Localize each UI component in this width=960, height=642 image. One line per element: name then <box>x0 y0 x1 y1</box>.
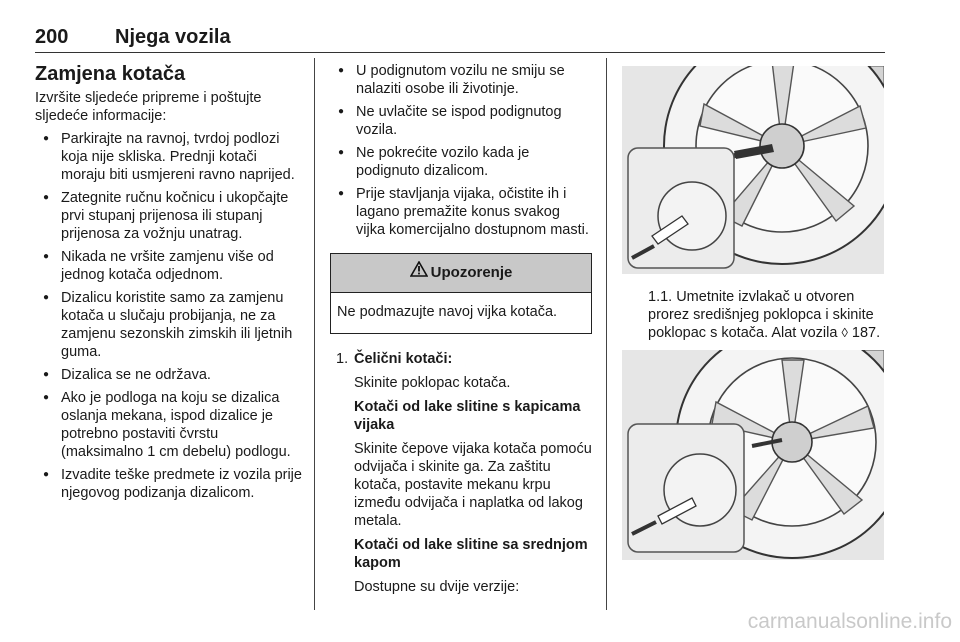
step-1 <box>330 350 592 596</box>
page-reference-icon: ◊ <box>841 325 848 340</box>
running-title: Njega vozila <box>115 26 231 48</box>
header-rule <box>35 52 885 53</box>
step-heading: Čelični kotači: <box>354 351 453 367</box>
list-item: ● Zategnite ručnu kočnicu i ukopčajte prvi stupanj prijenosa ili stupanj prijenosa za vožnju unatrag. <box>35 189 303 243</box>
column-divider-right <box>606 58 607 610</box>
column-2 <box>330 62 592 596</box>
column-3 <box>622 66 884 560</box>
list-item: ● Ne pokrećite vozilo kada je podignuto dizalicom. <box>330 144 592 180</box>
warning-box <box>330 253 592 334</box>
list-item: ● Dizalica se ne održava. <box>35 366 303 384</box>
warning-triangle-icon <box>410 254 428 292</box>
caption-page-ref: 187. <box>851 325 881 341</box>
caption-text: 1.1. Umetnite izvlakač u otvoren prorez središnjeg poklopca i skinite poklopac s kotača. Alat vozila <box>648 289 874 341</box>
step-text: Skinite čepove vijaka kotača pomoću odvijača i skinite ga. Za zaštitu kotača, postavite mekanu krpu između odvijača i naplatka od lakog metala. <box>354 441 592 529</box>
watermark: carmanualsonline.info <box>747 610 952 633</box>
wheel-cap-removal-illustration <box>622 66 884 274</box>
warning-title: Upozorenje <box>430 264 513 281</box>
list-item: ● Dizalicu koristite samo za zamjenu kotača u slučaju probijanja, ne za zamjenu sezonskih zimskih ili ljetnih guma. <box>35 289 303 361</box>
list-item: ● Parkirajte na ravnoj, tvrdoj podlozi koja nije skliska. Prednji kotači moraju biti usmjereni ravno naprijed. <box>35 130 303 184</box>
warning-text: Ne podmazujte navoj vijka kotača. <box>337 304 558 320</box>
step-text: Dostupne su dvije verzije: <box>354 579 520 595</box>
list-item: ● Ne uvlačite se ispod podignutog vozila. <box>330 103 592 139</box>
wheel-cap-tool-illustration <box>622 350 884 560</box>
warning-header <box>331 254 591 293</box>
step-subheading: Kotači od lake slitine sa srednjom kapom <box>354 537 588 571</box>
safety-list <box>330 62 592 239</box>
page-header <box>35 26 885 52</box>
figure-caption <box>648 288 884 342</box>
section-title: Zamjena kotača <box>35 63 186 85</box>
page-number: 200 <box>35 26 69 48</box>
list-item: ● Prije stavljanja vijaka, očistite ih i lagano premažite konus svakog vijka komercijalno dostupnom masti. <box>330 185 592 239</box>
column-divider-left <box>314 58 315 610</box>
list-item: ● U podignutom vozilu ne smiju se nalaziti osobe ili životinje. <box>330 62 592 98</box>
list-item: ● Ako je podloga na koju se dizalica oslanja mekana, ispod dizalice je potrebno postaviti čvrstu (maksimalno 1 cm debelu) podlogu. <box>35 389 303 461</box>
list-item: ● Nikada ne vršite zamjenu više od jednog kotača odjednom. <box>35 248 303 284</box>
section-intro: Izvršite sljedeće pripreme i poštujte sljedeće informacije: <box>35 90 262 124</box>
step-number: 1. <box>336 351 349 367</box>
preparation-list <box>35 130 303 502</box>
list-item: ● Izvadite teške predmete iz vozila prije njegovog podizanja dizalicom. <box>35 466 303 502</box>
step-subheading: Kotači od lake slitine s kapicama vijaka <box>354 399 581 433</box>
step-text: Skinite poklopac kotača. <box>354 375 511 391</box>
column-1 <box>35 62 303 502</box>
